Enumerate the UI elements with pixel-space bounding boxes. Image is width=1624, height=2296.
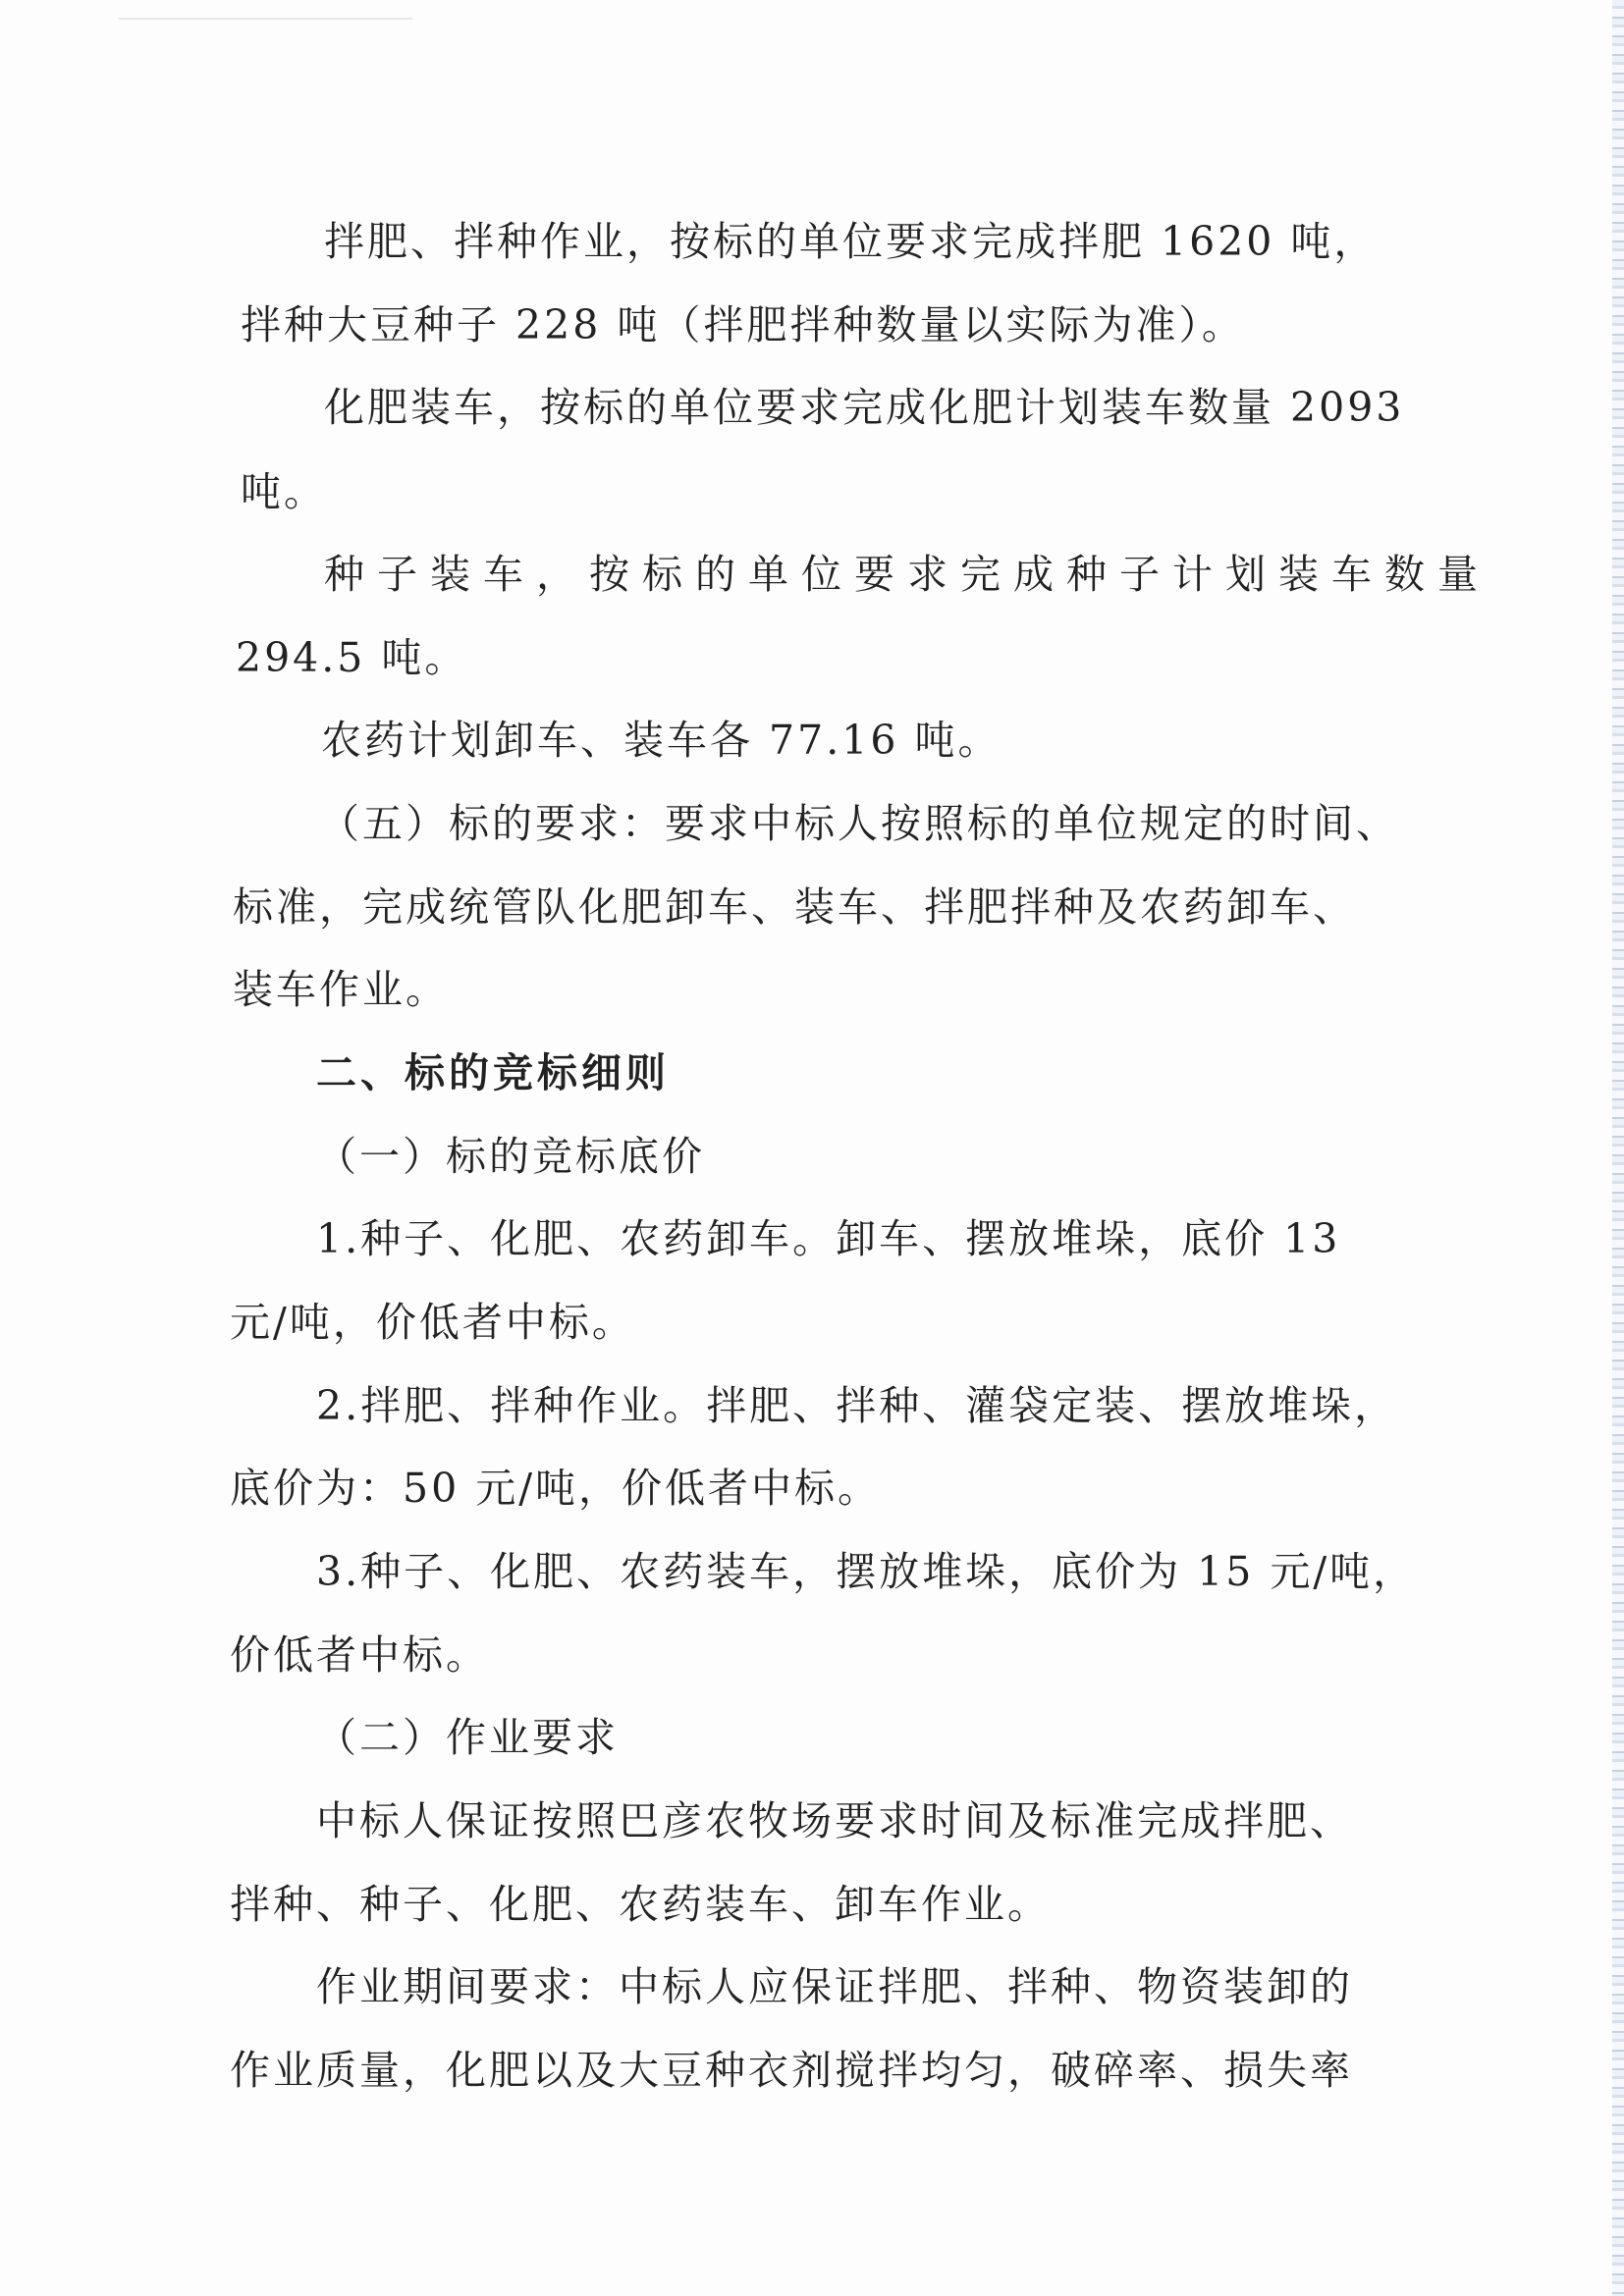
text-line-4: 吨。 — [241, 468, 327, 515]
text-line-19: （二）作业要求 — [316, 1714, 619, 1761]
text-line-13: 1.种子、化肥、农药卸车。卸车、摆放堆垛，底价 13 — [316, 1215, 1341, 1262]
text-line-7: 农药计划卸车、装车各 77.16 吨。 — [321, 717, 1001, 764]
text-line-10: 装车作业。 — [233, 966, 449, 1013]
text-line-14: 元/吨，价低者中标。 — [230, 1299, 635, 1346]
text-line-16: 底价为：50 元/吨，价低者中标。 — [230, 1465, 882, 1512]
text-line-5: 种子装车，按标的单位要求完成种子计划装车数量 — [324, 551, 1490, 598]
text-line-15: 2.拌肥、拌种作业。拌肥、拌种、灌袋定装、摆放堆垛， — [316, 1382, 1398, 1429]
text-line-2: 拌种大豆种子 228 吨（拌肥拌种数量以实际为准）。 — [241, 301, 1245, 348]
text-line-20: 中标人保证按照巴彦农牧场要求时间及标准完成拌肥、 — [316, 1797, 1353, 1844]
text-line-23: 作业质量，化肥以及大豆种衣剂搅拌均匀，破碎率、损失率 — [230, 2047, 1353, 2094]
text-line-12: （一）标的竞标底价 — [316, 1133, 705, 1180]
text-line-8: （五）标的要求：要求中标人按照标的单位规定的时间、 — [319, 800, 1399, 847]
text-line-18: 价低者中标。 — [230, 1631, 489, 1679]
text-line-1: 拌肥、拌种作业，按标的单位要求完成拌肥 1620 吨， — [324, 218, 1378, 265]
text-line-6: 294.5 吨。 — [236, 634, 468, 681]
scan-artifact-top — [118, 18, 412, 20]
text-line-21: 拌种、种子、化肥、农药装车、卸车作业。 — [230, 1881, 1051, 1928]
section-heading: 二、标的竞标细则 — [316, 1049, 670, 1096]
text-line-17: 3.种子、化肥、农药装车，摆放堆垛，底价为 15 元/吨， — [316, 1548, 1417, 1595]
text-line-22: 作业期间要求：中标人应保证拌肥、拌种、物资装卸的 — [316, 1963, 1353, 2010]
text-line-3: 化肥装车，按标的单位要求完成化肥计划装车数量 2093 — [324, 384, 1405, 431]
text-line-9: 标准，完成统管队化肥卸车、装车、拌肥拌种及农药卸车、 — [233, 883, 1356, 931]
scan-artifact-edge — [1612, 0, 1624, 2296]
